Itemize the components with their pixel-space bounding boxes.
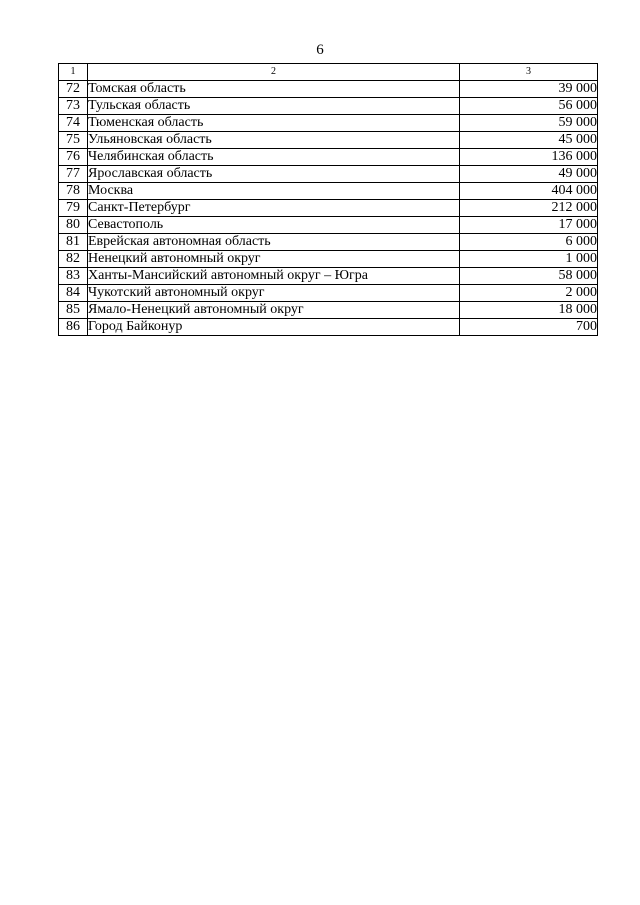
- row-number: 83: [59, 268, 88, 285]
- table-row: [59, 115, 598, 132]
- row-number: 79: [59, 200, 88, 217]
- table-row: [59, 98, 598, 115]
- table-row: [59, 319, 598, 336]
- row-number: 81: [59, 234, 88, 251]
- region-name: Город Байконур: [88, 319, 460, 336]
- region-name: Ханты-Мансийский автономный округ – Югра: [88, 268, 460, 285]
- table-header-row: [59, 64, 598, 81]
- row-number: 73: [59, 98, 88, 115]
- table-row: [59, 234, 598, 251]
- table-row: [59, 149, 598, 166]
- region-name: Еврейская автономная область: [88, 234, 460, 251]
- table-row: [59, 183, 598, 200]
- region-name: Ярославская область: [88, 166, 460, 183]
- region-name: Челябинская область: [88, 149, 460, 166]
- row-number: 72: [59, 81, 88, 98]
- region-name: Ульяновская область: [88, 132, 460, 149]
- region-value: 45 000: [460, 132, 598, 149]
- region-value: 700: [460, 319, 598, 336]
- region-name: Тюменская область: [88, 115, 460, 132]
- row-number: 84: [59, 285, 88, 302]
- row-number: 86: [59, 319, 88, 336]
- table-row: [59, 268, 598, 285]
- region-value: 18 000: [460, 302, 598, 319]
- row-number: 75: [59, 132, 88, 149]
- region-value: 1 000: [460, 251, 598, 268]
- region-value: 404 000: [460, 183, 598, 200]
- regions-table: [58, 63, 598, 336]
- table-row: [59, 166, 598, 183]
- header-cell-3: 3: [460, 64, 598, 81]
- row-number: 77: [59, 166, 88, 183]
- region-value: 59 000: [460, 115, 598, 132]
- region-value: 56 000: [460, 98, 598, 115]
- region-value: 6 000: [460, 234, 598, 251]
- region-value: 136 000: [460, 149, 598, 166]
- table-body: [59, 81, 598, 336]
- region-value: 39 000: [460, 81, 598, 98]
- region-name: Ямало-Ненецкий автономный округ: [88, 302, 460, 319]
- row-number: 78: [59, 183, 88, 200]
- table-row: [59, 200, 598, 217]
- table-row: [59, 251, 598, 268]
- region-name: Москва: [88, 183, 460, 200]
- region-value: 49 000: [460, 166, 598, 183]
- region-value: 17 000: [460, 217, 598, 234]
- header-cell-2: 2: [88, 64, 460, 81]
- table-row: [59, 302, 598, 319]
- region-name: Ненецкий автономный округ: [88, 251, 460, 268]
- table-row: [59, 285, 598, 302]
- region-name: Санкт-Петербург: [88, 200, 460, 217]
- region-name: Севастополь: [88, 217, 460, 234]
- header-cell-1: 1: [59, 64, 88, 81]
- region-value: 58 000: [460, 268, 598, 285]
- row-number: 80: [59, 217, 88, 234]
- row-number: 82: [59, 251, 88, 268]
- region-value: 2 000: [460, 285, 598, 302]
- table-row: [59, 217, 598, 234]
- region-name: Тульская область: [88, 98, 460, 115]
- row-number: 74: [59, 115, 88, 132]
- region-name: Томская область: [88, 81, 460, 98]
- row-number: 85: [59, 302, 88, 319]
- page-number: 6: [316, 42, 324, 58]
- row-number: 76: [59, 149, 88, 166]
- region-value: 212 000: [460, 200, 598, 217]
- table-row: [59, 132, 598, 149]
- table-row: [59, 81, 598, 98]
- region-name: Чукотский автономный округ: [88, 285, 460, 302]
